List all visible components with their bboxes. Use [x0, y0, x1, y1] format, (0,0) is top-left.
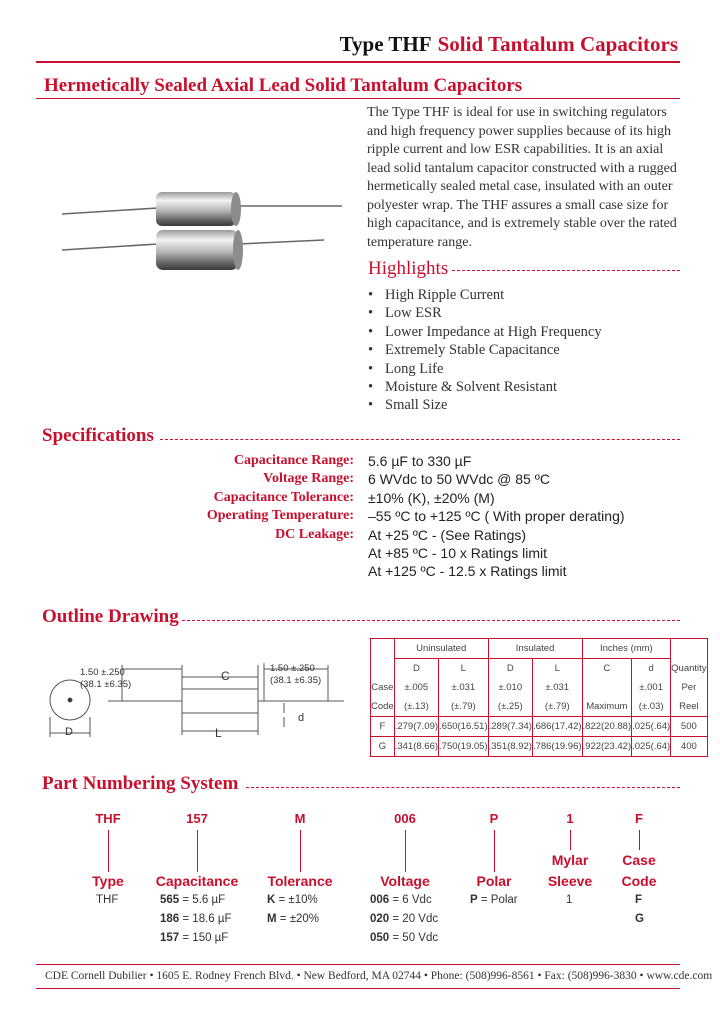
pn-cap-code: 186 [160, 913, 180, 925]
spec-value: ±10% (K), ±20% (M) [368, 490, 495, 506]
group-inches: Inches (mm) [582, 639, 671, 659]
table-cell: .025(.64) [632, 737, 671, 757]
table-cell: .750(19.05) [439, 737, 489, 757]
pn-cap-text: = 150 µF [179, 932, 229, 944]
lead-dim-left-mm: (38.1 ±6.35) [80, 679, 132, 690]
capacitor-photo [60, 180, 350, 280]
pn-tol-text: = ±20% [276, 913, 320, 925]
list-item [160, 929, 232, 948]
dimensions-table [370, 638, 708, 757]
outline-rule [182, 620, 680, 621]
table-cell: .025(.64) [632, 717, 671, 737]
spec-value: At +85 ºC - 10 x Ratings limit [368, 545, 548, 561]
header-rule [36, 61, 680, 63]
pn-head-code: Code [621, 873, 657, 889]
col-letter: D [394, 659, 438, 679]
table-row [371, 717, 708, 737]
list-item [267, 891, 319, 910]
table-cell: .289(7.34) [488, 717, 532, 737]
pn-type-value: THF [96, 894, 119, 906]
pn-cap-code: 565 [160, 894, 180, 906]
label-d-upper: D [65, 726, 73, 738]
pn-code-voltage: 006 [394, 811, 416, 826]
pn-voltage-values [370, 891, 438, 948]
label-l: L [215, 726, 222, 740]
spec-label: DC Leakage: [275, 527, 354, 542]
table-row [371, 659, 708, 679]
list-item: • Extremely Stable Capacitance [368, 341, 602, 359]
table-cell: 400 [671, 737, 707, 757]
spec-value: 6 WVdc to 50 WVdc @ 85 ºC [368, 471, 550, 487]
list-item [370, 910, 438, 929]
pn-head-sleeve: Sleeve [547, 873, 593, 889]
pn-cap-code: 157 [160, 932, 180, 944]
pn-head-type: Type [92, 873, 124, 889]
table-cell: .279(7.09) [394, 717, 438, 737]
table-row [371, 737, 708, 757]
list-item: • Low ESR [368, 304, 602, 322]
pn-head-polar: Polar [476, 873, 512, 889]
highlights-list [368, 286, 602, 415]
pn-code-tolerance: M [294, 811, 306, 826]
list-item [267, 910, 319, 929]
pn-volt-text: = 6 Vdc [389, 894, 432, 906]
table-cell: .822(20.88) [582, 717, 632, 737]
pn-cap-text: = 18.6 µF [179, 913, 232, 925]
col-tol: ±.010 [488, 678, 532, 697]
col-letter: L [439, 659, 489, 679]
table-cell: .650(16.51) [439, 717, 489, 737]
list-item [160, 910, 232, 929]
pn-code-sleeve: 1 [566, 811, 574, 826]
intro-paragraph: The Type THF is ideal for use in switching regulators and high frequency power supplies because of its high ripple current and low ESR capabilities. It is an axial lead solid tantalum capacitor constructed with a rugged hermetically sealed metal case, insulated with an outer polyester wrap. The THF assures a small case size for high capacitance, and is extremely stable over the rated temperature range. [367, 105, 677, 250]
col-code: Code [371, 697, 395, 717]
col-tol-mm: (±.13) [394, 697, 438, 717]
list-item: • Small Size [368, 396, 602, 414]
pn-connector [494, 830, 495, 872]
table-cell: .922(23.42) [582, 737, 632, 757]
list-item: • High Ripple Current [368, 286, 602, 304]
pn-head-tolerance: Tolerance [267, 873, 333, 889]
list-item: F [635, 894, 643, 906]
row-code: F [371, 717, 395, 737]
spec-value: At +125 ºC - 12.5 x Ratings limit [368, 563, 567, 579]
spec-label: Voltage Range: [263, 471, 354, 486]
highlights-heading: Highlights [368, 258, 449, 279]
pn-volt-text: = 50 Vdc [389, 932, 439, 944]
spec-value: 5.6 µF to 330 µF [368, 453, 472, 469]
pn-code-type: THF [95, 811, 121, 826]
pn-sleeve-values [566, 891, 572, 910]
col-tol: ±.005 [394, 678, 438, 697]
spec-value: At +25 ºC - (See Ratings) [368, 527, 527, 543]
pn-cap-text: = 5.6 µF [179, 894, 226, 906]
col-tol-mm: Maximum [582, 697, 632, 717]
col-tol-mm: (±.79) [439, 697, 489, 717]
group-insulated: Insulated [488, 639, 582, 659]
title-product: Solid Tantalum Capacitors [437, 32, 678, 56]
capacitor-lower [62, 230, 324, 270]
col-letter: C [582, 659, 632, 679]
spec-value: –55 ºC to +125 ºC ( With proper derating) [368, 508, 625, 524]
list-item [160, 891, 232, 910]
list-item: • Lower Impedance at High Frequency [368, 323, 602, 341]
pn-head-voltage: Voltage [380, 873, 430, 889]
footer-rule [36, 964, 680, 965]
col-reel: Reel [671, 697, 707, 717]
pn-polar-text: = Polar [477, 894, 518, 906]
lead-dim-right-mm: (38.1 ±6.35) [270, 675, 322, 686]
col-tol-mm: (±.03) [632, 697, 671, 717]
table-row [371, 697, 708, 717]
part-numbering-rule [246, 787, 680, 788]
pn-head-case: Case [622, 852, 656, 868]
spec-label: Capacitance Range: [233, 453, 354, 468]
col-case: Case [371, 678, 395, 697]
pn-head-mylar: Mylar [551, 852, 589, 868]
pn-code-polar: P [489, 811, 499, 826]
footer-text: CDE Cornell Dubilier • 1605 E. Rodney French Blvd. • New Bedford, MA 02744 • Phone: (508)996-8561 • Fax: (508)996-3830 • www.cde.com [45, 970, 713, 982]
pn-code-capacitance: 157 [186, 811, 208, 826]
col-per: Per [671, 678, 707, 697]
spec-label: Capacitance Tolerance: [213, 490, 354, 505]
spec-label: Operating Temperature: [206, 508, 354, 523]
specifications-rule [160, 439, 680, 440]
pn-connector [570, 830, 571, 850]
col-tol-mm: (±.79) [532, 697, 582, 717]
col-tol: ±.031 [439, 678, 489, 697]
pn-capacitance-values [160, 891, 232, 948]
pn-code-case: F [635, 811, 643, 826]
table-cell: .786(19.96) [532, 737, 582, 757]
capacitor-upper [62, 192, 342, 226]
pn-connector [197, 830, 198, 872]
col-tol-mm: (±.25) [488, 697, 532, 717]
col-tol [582, 678, 632, 697]
col-letter: d [632, 659, 671, 679]
list-item: • Long Life [368, 360, 602, 378]
pn-tol-text: = ±10% [275, 894, 318, 906]
table-cell: .341(8.66) [394, 737, 438, 757]
subtitle: Hermetically Sealed Axial Lead Solid Tantalum Capacitors [44, 75, 523, 96]
pn-connector [405, 830, 406, 872]
highlights-rule [452, 270, 680, 271]
table-cell: .686(17.42) [532, 717, 582, 737]
col-tol: ±.001 [632, 678, 671, 697]
col-letter: L [532, 659, 582, 679]
pn-tolerance-values [267, 891, 319, 929]
label-d-lower: d [298, 712, 305, 724]
page-title [340, 32, 678, 57]
row-code: G [371, 737, 395, 757]
list-item [370, 929, 438, 948]
pn-head-capacitance: Capacitance [155, 873, 239, 889]
col-tol: ±.031 [532, 678, 582, 697]
list-item: G [635, 913, 644, 925]
pn-volt-code: 006 [370, 894, 390, 906]
pn-volt-text: = 20 Vdc [389, 913, 439, 925]
subtitle-rule [36, 98, 680, 99]
pn-volt-code: 020 [370, 913, 390, 925]
outline-heading: Outline Drawing [42, 606, 179, 627]
pn-connector [639, 830, 640, 850]
table-cell: .351(8.92) [488, 737, 532, 757]
group-uninsulated: Uninsulated [394, 639, 488, 659]
pn-case-values [635, 891, 644, 929]
pn-tol-code: K [267, 894, 276, 906]
label-c: C [221, 669, 230, 683]
table-cell: 500 [671, 717, 707, 737]
lead-dimension-left [80, 667, 131, 691]
list-item: 1 [566, 894, 573, 906]
lead-dimension-right [270, 663, 321, 687]
list-item [370, 891, 438, 910]
footer-rule-bottom [36, 988, 680, 989]
table-row [371, 678, 708, 697]
pn-polar-values [470, 891, 518, 910]
pn-connector [300, 830, 301, 872]
list-item [470, 891, 518, 910]
col-quantity: Quantity [671, 659, 707, 679]
lead-dim-left-inch: 1.50 ±.250 [80, 667, 125, 678]
list-item: • Moisture & Solvent Resistant [368, 378, 602, 396]
pn-connector [108, 830, 109, 872]
specifications-heading: Specifications [42, 425, 154, 446]
pn-tol-code: M [267, 913, 277, 925]
lead-dim-right-inch: 1.50 ±.250 [270, 663, 315, 674]
pn-type-values [96, 891, 118, 910]
title-type: Type THF [339, 32, 432, 56]
part-numbering-heading: Part Numbering System [42, 773, 239, 794]
col-letter: D [488, 659, 532, 679]
pn-volt-code: 050 [370, 932, 390, 944]
table-row [371, 639, 708, 659]
pn-polar-code: P [470, 894, 478, 906]
